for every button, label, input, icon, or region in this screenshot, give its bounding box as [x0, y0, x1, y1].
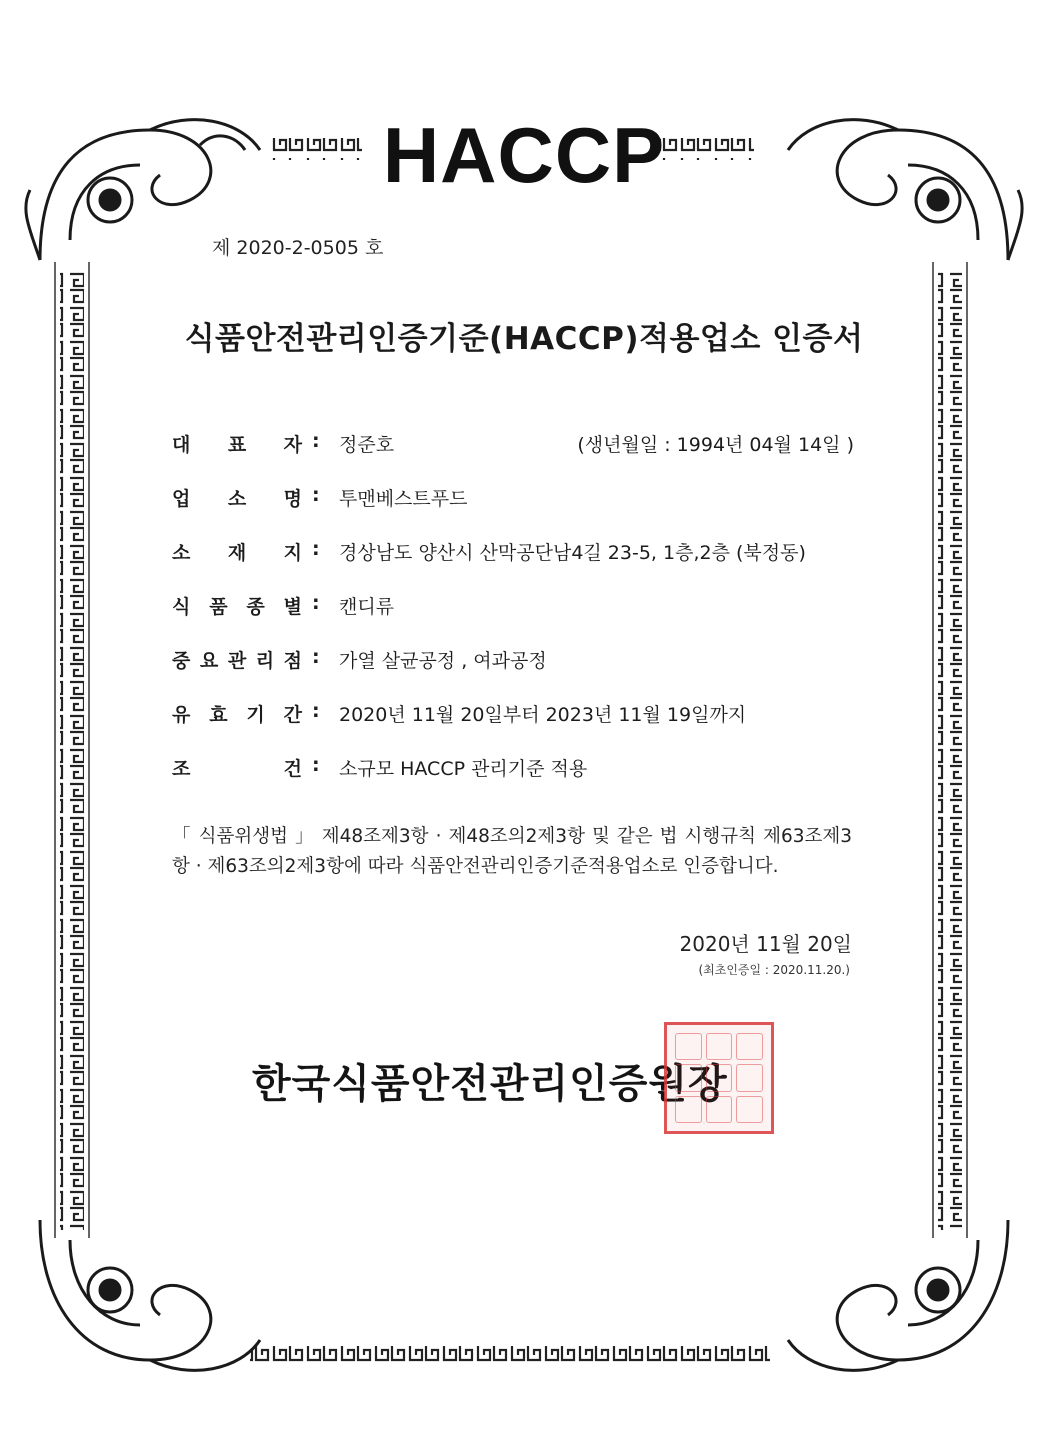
certificate-number: 제 2020-2-0505 호 — [212, 237, 384, 259]
field-value: 가열 살균공정 , 여과공정 — [339, 650, 547, 672]
field-value: 소규모 HACCP 관리기준 적용 — [339, 758, 588, 780]
field-row — [172, 478, 892, 532]
field-colon: : — [312, 430, 320, 452]
field-value: 투맨베스트푸드 — [339, 488, 468, 510]
first-certification-date: (최초인증일 : 2020.11.20.) — [698, 963, 850, 977]
certification-statement: 「 식품위생법 」 제48조제3항 · 제48조의2제3항 및 같은 법 시행규칙 제63조제3항 · 제63조의2제3항에 따라 식품안전관리인증기준적용업소로 인증합니다. — [172, 826, 852, 877]
field-colon: : — [312, 700, 320, 722]
field-row — [172, 748, 892, 802]
field-label: 소 재 지 — [172, 542, 302, 564]
birth-date: (생년월일 : 1994년 04월 14일 ) — [577, 434, 854, 456]
certificate-fields — [172, 424, 892, 802]
field-row — [172, 694, 892, 748]
corner-ornament-bottom-left — [40, 1220, 260, 1370]
field-value: 2020년 11월 20일부터 2023년 11월 19일까지 — [339, 704, 747, 726]
field-label: 조 건 — [172, 758, 302, 780]
field-value: 정준호 — [339, 434, 395, 456]
field-row — [172, 424, 892, 478]
official-seal — [664, 1022, 774, 1134]
field-label: 식 품 종 별 — [172, 596, 302, 618]
field-colon: : — [312, 538, 320, 560]
header-title: HACCP — [382, 111, 666, 199]
field-label: 대 표 자 — [172, 434, 302, 456]
field-label: 업 소 명 — [172, 488, 302, 510]
document-title: 식품안전관리인증기준(HACCP)적용업소 인증서 — [184, 321, 864, 357]
field-value: 캔디류 — [339, 596, 395, 618]
field-row — [172, 586, 892, 640]
issuer-name: 한국식품안전관리인증원장 — [252, 1061, 728, 1107]
field-colon: : — [312, 646, 320, 668]
field-row — [172, 532, 892, 586]
field-row — [172, 640, 892, 694]
field-colon: : — [312, 484, 320, 506]
field-label: 유 효 기 간 — [172, 704, 302, 726]
issue-date: 2020년 11월 20일 — [679, 932, 852, 956]
field-label: 중 요 관 리 점 — [172, 650, 302, 672]
field-colon: : — [312, 592, 320, 614]
field-value: 경상남도 양산시 산막공단남4길 23-5, 1층,2층 (북정동) — [339, 542, 806, 564]
corner-ornament-bottom-right — [788, 1220, 1008, 1370]
field-colon: : — [312, 754, 320, 776]
